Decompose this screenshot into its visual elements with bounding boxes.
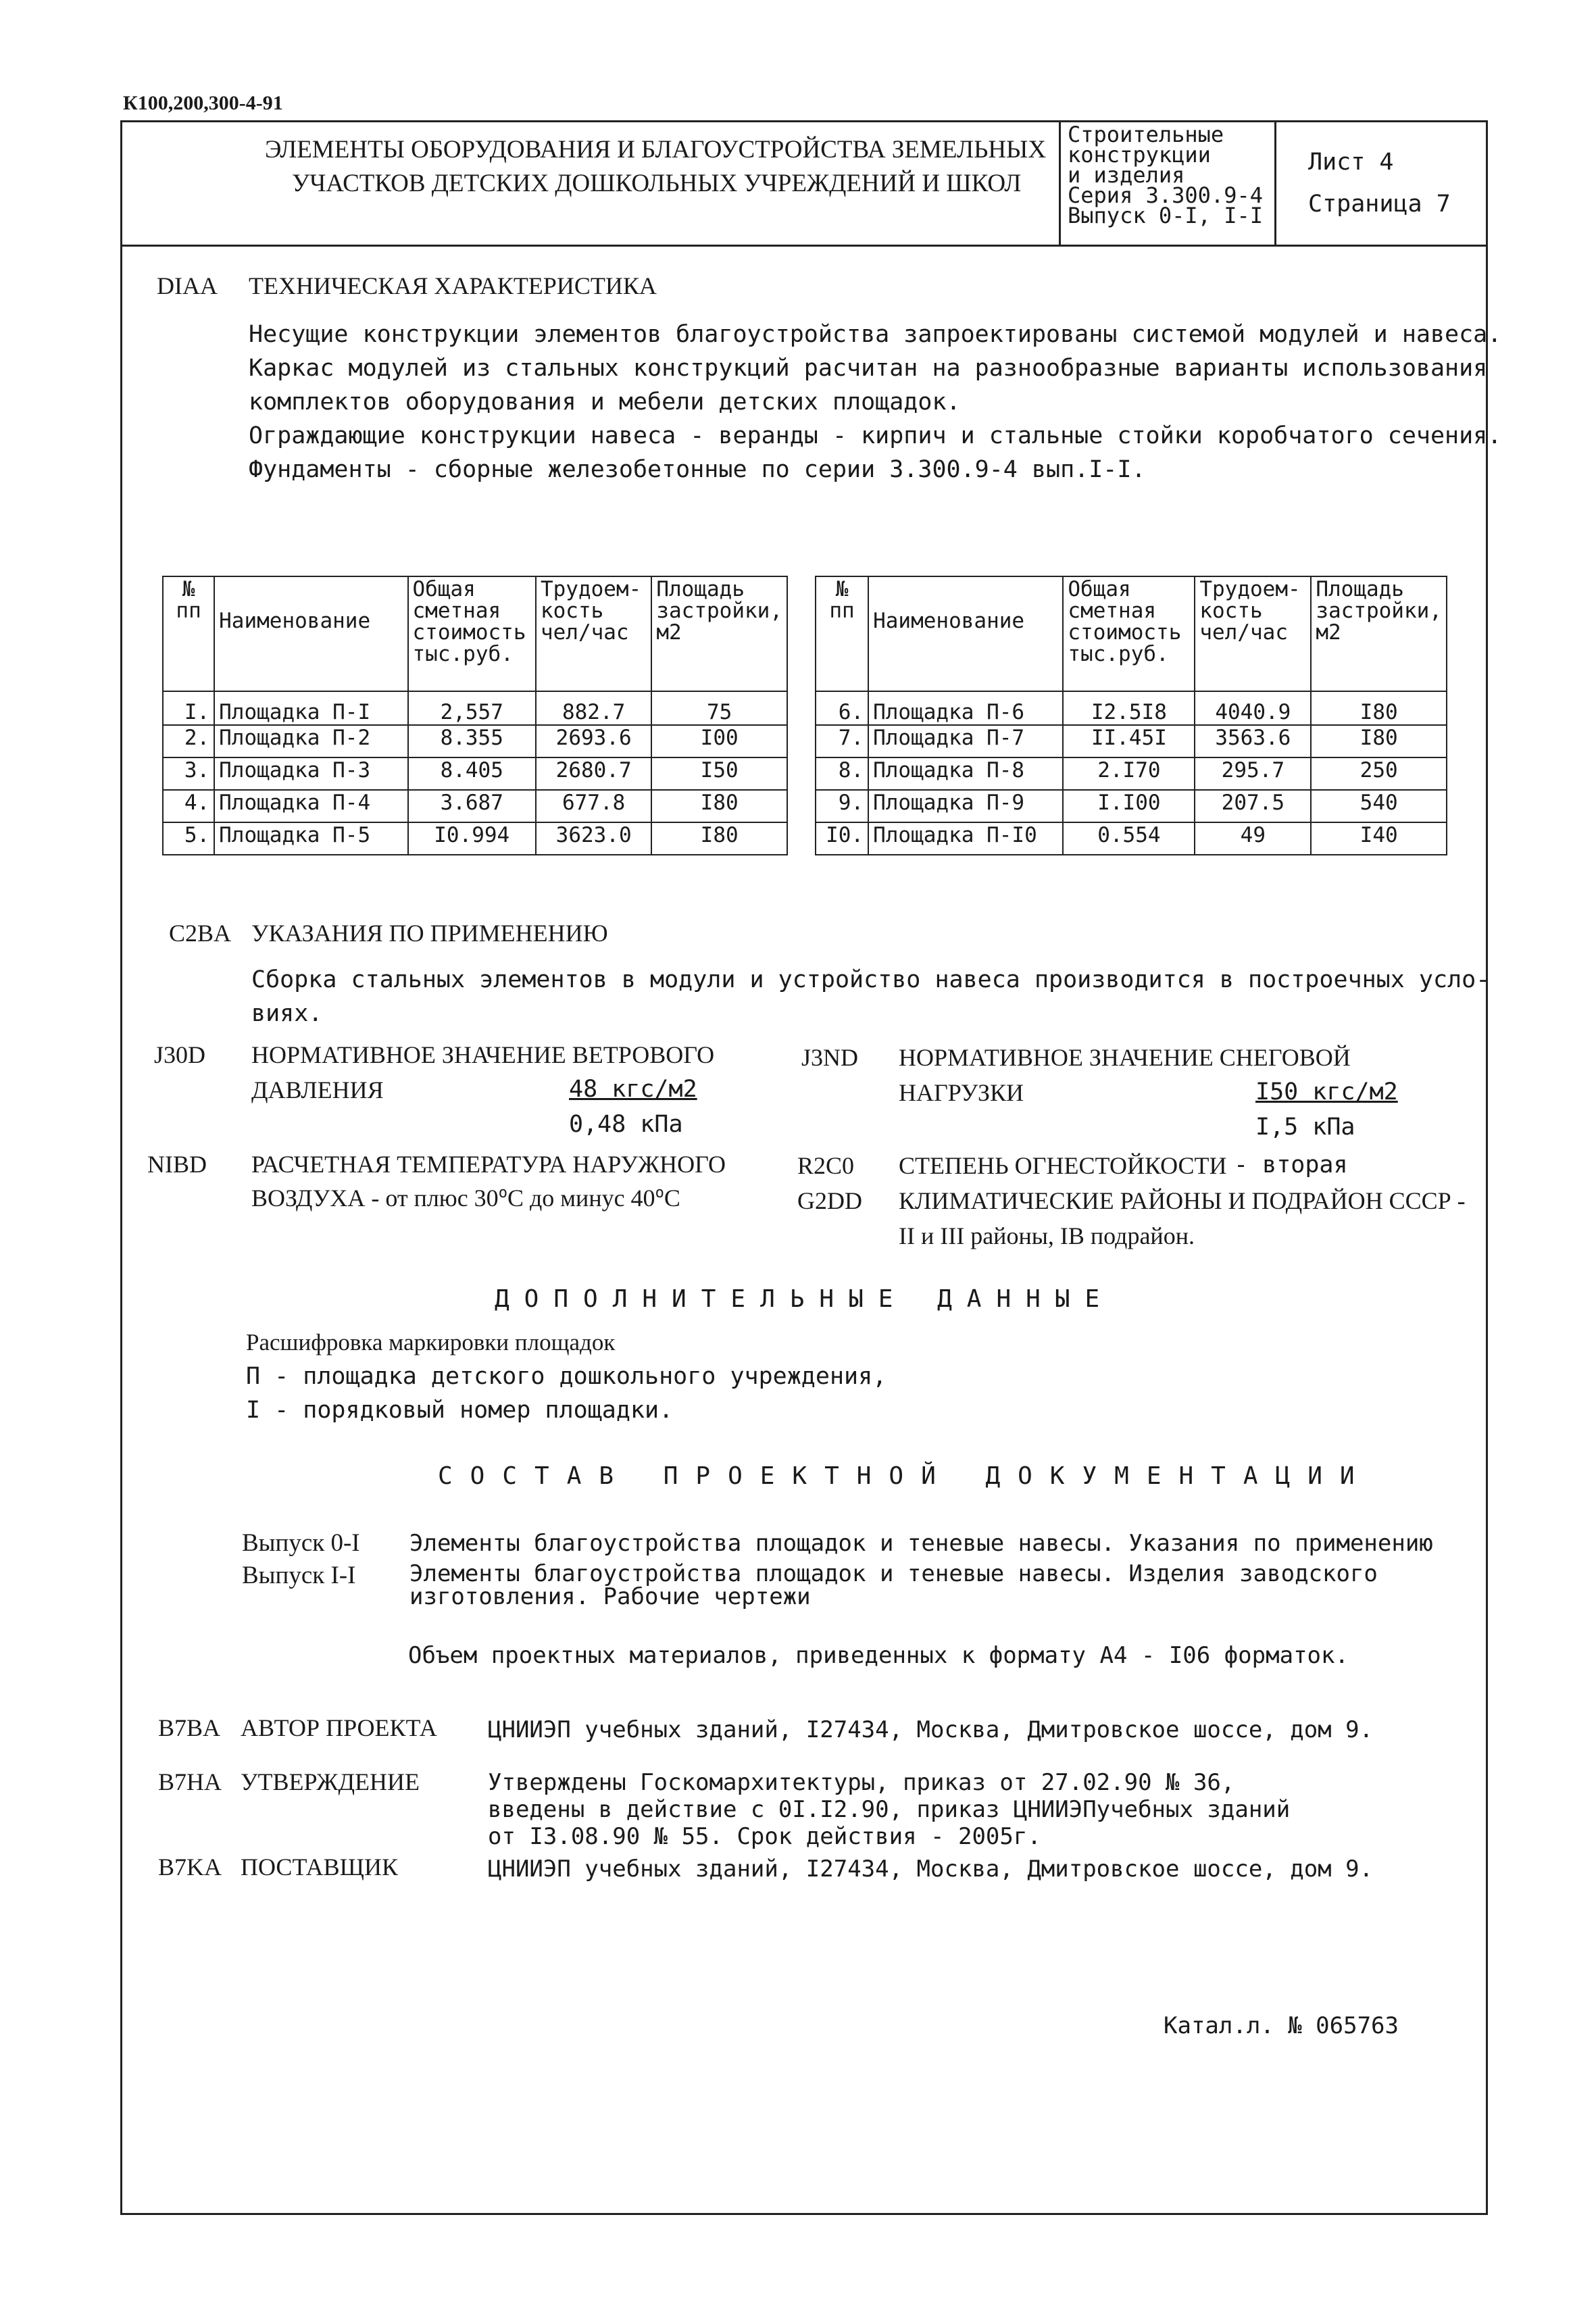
row-labor: 3563.6 xyxy=(1195,725,1311,757)
col-area-header: Площадь застройки, м2 xyxy=(1311,576,1447,691)
row-no: 6. xyxy=(816,691,868,725)
fire-code: R2C0 xyxy=(797,1152,855,1179)
catalog-number: Катал.л. № 065763 xyxy=(1164,2012,1399,2039)
table-header-row xyxy=(163,576,787,691)
header-separator-1 xyxy=(1059,120,1061,246)
usage-line-2: виях. xyxy=(251,1000,323,1027)
row-area: 250 xyxy=(1311,757,1447,790)
col-cost-header: Общая сметная стоимость тыс.руб. xyxy=(408,576,536,691)
row-name: Площадка П-I0 xyxy=(868,822,1063,855)
row-cost: I2.5I8 xyxy=(1063,691,1195,725)
usage-line-1: Сборка стальных элементов в модули и устройство навеса производится в построечных усло- xyxy=(251,966,1491,993)
issue-1-text: Элементы благоустройства площадок и теневые навесы. Указания по применению xyxy=(409,1530,1433,1557)
row-name: Площадка П-5 xyxy=(214,822,407,855)
table-row xyxy=(163,725,787,757)
row-area: 75 xyxy=(651,691,787,725)
degree-mark: о xyxy=(655,1185,664,1201)
row-area: I80 xyxy=(1311,725,1447,757)
row-name: Площадка П-I xyxy=(214,691,407,725)
wind-label-2: ДАВЛЕНИЯ xyxy=(251,1076,384,1103)
row-name: Площадка П-7 xyxy=(868,725,1063,757)
header-separator-2 xyxy=(1274,120,1276,246)
tech-code: DIAA xyxy=(157,272,218,299)
fire-value: - вторая xyxy=(1234,1151,1348,1178)
series-line-2: конструкции xyxy=(1068,142,1211,168)
wind-label-1: НОРМАТИВНОЕ ЗНАЧЕНИЕ ВЕТРОВОГО xyxy=(251,1041,715,1068)
table-row xyxy=(816,790,1447,822)
row-no: 4. xyxy=(163,790,214,822)
temp-text-c: С xyxy=(664,1185,680,1212)
temp-line-2 xyxy=(251,1184,680,1212)
issue-2-line-1: Элементы благоустройства площадок и теневые навесы. Изделия заводского xyxy=(409,1560,1378,1587)
row-area: I80 xyxy=(1311,691,1447,725)
series-line-1: Строительные xyxy=(1068,122,1224,147)
table-row xyxy=(163,790,787,822)
wind-value: 48 кгс/м2 xyxy=(569,1076,697,1103)
row-name: Площадка П-6 xyxy=(868,691,1063,725)
snow-value: I50 кгс/м2 xyxy=(1255,1078,1398,1105)
supplier-code: B7KA xyxy=(158,1853,222,1881)
row-cost: 8.355 xyxy=(408,725,536,757)
row-name: Площадка П-4 xyxy=(214,790,407,822)
climate-code: G2DD xyxy=(797,1187,862,1214)
row-name: Площадка П-2 xyxy=(214,725,407,757)
tech-line-1: Несущие конструкции элементов благоустройства запроектированы системой модулей и навеса. xyxy=(249,321,1502,348)
page-number: Страница 7 xyxy=(1308,191,1451,218)
tech-text xyxy=(249,318,1501,487)
issue-1-label: Выпуск 0-I xyxy=(242,1529,360,1557)
row-area: I80 xyxy=(651,790,787,822)
supplier-text: ЦНИИЭП учебных зданий, I27434, Москва, Дмитровское шоссе, дом 9. xyxy=(488,1856,1374,1883)
climate-line-1: КЛИМАТИЧЕСКИЕ РАЙОНЫ И ПОДРАЙОН СССР - xyxy=(899,1187,1466,1214)
usage-code: C2BA xyxy=(169,920,232,947)
row-no: I0. xyxy=(816,822,868,855)
snow-code: J3ND xyxy=(801,1044,859,1071)
row-no: 3. xyxy=(163,757,214,790)
series-info xyxy=(1068,124,1263,226)
author-label: АВТОР ПРОЕКТА xyxy=(241,1714,437,1741)
row-cost: II.45I xyxy=(1063,725,1195,757)
approval-line-3: от I3.08.90 № 55. Срок действия - 2005г. xyxy=(488,1823,1041,1850)
row-no: I. xyxy=(163,691,214,725)
row-cost: 3.687 xyxy=(408,790,536,822)
extra-heading: ДОПОЛНИТЕЛЬНЫЕ ДАННЫЕ xyxy=(495,1285,1115,1313)
col-name-header: Наименование xyxy=(868,576,1063,691)
row-no: 8. xyxy=(816,757,868,790)
approval-line-2: введены в действие с 0I.I2.90, приказ ЦНИИЭПучебных зданий xyxy=(488,1796,1291,1823)
row-cost: 2.I70 xyxy=(1063,757,1195,790)
temp-text-b: С до минус 40 xyxy=(507,1185,655,1212)
table-row xyxy=(163,757,787,790)
row-cost: 8.405 xyxy=(408,757,536,790)
tech-line-4: Ограждающие конструкции навеса - веранды - кирпич и стальные стойки коробчатого сечения. xyxy=(249,422,1502,449)
document-code: К100,200,300-4-91 xyxy=(123,92,283,114)
table-row xyxy=(816,757,1447,790)
row-no: 2. xyxy=(163,725,214,757)
tech-line-5: Фундаменты - сборные железобетонные по серии 3.300.9-4 вып.I-I. xyxy=(249,456,1146,483)
approval-code: B7HA xyxy=(158,1768,222,1795)
approval-label: УТВЕРЖДЕНИЕ xyxy=(241,1768,420,1795)
header-divider xyxy=(120,245,1488,247)
extra-text xyxy=(246,1326,887,1427)
wind-code: J30D xyxy=(154,1041,206,1068)
row-name: Площадка П-9 xyxy=(868,790,1063,822)
supplier-label: ПОСТАВЩИК xyxy=(241,1853,398,1881)
temp-text-a: ВОЗДУХА - от плюс 30 xyxy=(251,1185,499,1212)
extra-line-3: I - порядковый номер площадки. xyxy=(246,1397,674,1424)
col-no-header: № пп xyxy=(163,576,214,691)
header-title-line-1: ЭЛЕМЕНТЫ ОБОРУДОВАНИЯ И БЛАГОУСТРОЙСТВА ЗЕМЕЛЬНЫХ xyxy=(265,136,1047,164)
row-labor: 2693.6 xyxy=(536,725,651,757)
row-cost: 2,557 xyxy=(408,691,536,725)
issue-2-line-2: изготовления. Рабочие чертежи xyxy=(409,1583,811,1610)
author-text: ЦНИИЭП учебных зданий, I27434, Москва, Дмитровское шоссе, дом 9. xyxy=(488,1716,1374,1743)
col-name-header: Наименование xyxy=(214,576,407,691)
row-labor: 3623.0 xyxy=(536,822,651,855)
temp-code: NIBD xyxy=(147,1151,207,1178)
row-name: Площадка П-8 xyxy=(868,757,1063,790)
row-labor: 2680.7 xyxy=(536,757,651,790)
snow-value-kpa: I,5 кПа xyxy=(1255,1114,1355,1141)
col-no-header: № пп xyxy=(816,576,868,691)
table-row xyxy=(163,691,787,725)
row-labor: 295.7 xyxy=(1195,757,1311,790)
row-area: I00 xyxy=(651,725,787,757)
row-name: Площадка П-3 xyxy=(214,757,407,790)
sites-table-right xyxy=(815,576,1447,855)
tech-line-3: комплектов оборудования и мебели детских площадок. xyxy=(249,389,961,416)
author-code: B7BA xyxy=(158,1714,221,1741)
degree-mark: о xyxy=(498,1185,507,1201)
row-cost: I0.994 xyxy=(408,822,536,855)
issue-2-label: Выпуск I-I xyxy=(242,1562,356,1589)
series-line-3: и изделия xyxy=(1068,162,1185,188)
row-area: I80 xyxy=(651,822,787,855)
row-cost: I.I00 xyxy=(1063,790,1195,822)
volume-text: Объем проектных материалов, приведенных к формату А4 - I06 форматок. xyxy=(408,1642,1349,1669)
sheet-number: Лист 4 xyxy=(1308,149,1394,176)
wind-value-kpa: 0,48 кПа xyxy=(569,1111,683,1138)
row-area: 540 xyxy=(1311,790,1447,822)
col-labor-header: Трудоем-кость чел/час xyxy=(536,576,651,691)
table-row xyxy=(816,822,1447,855)
tech-heading: ТЕХНИЧЕСКАЯ ХАРАКТЕРИСТИКА xyxy=(249,272,657,299)
row-area: I50 xyxy=(651,757,787,790)
row-cost: 0.554 xyxy=(1063,822,1195,855)
header-title-line-2: УЧАСТКОВ ДЕТСКИХ ДОШКОЛЬНЫХ УЧРЕЖДЕНИЙ И ШКОЛ xyxy=(292,170,1022,197)
approval-line-1: Утверждены Госкомархитектуры, приказ от 27.02.90 № 36, xyxy=(488,1769,1235,1796)
snow-label-1: НОРМАТИВНОЕ ЗНАЧЕНИЕ СНЕГОВОЙ xyxy=(899,1044,1351,1071)
series-line-5: Выпуск 0-I, I-I xyxy=(1068,203,1263,228)
sites-table-left xyxy=(162,576,788,855)
row-no: 5. xyxy=(163,822,214,855)
row-labor: 677.8 xyxy=(536,790,651,822)
extra-line-2: П - площадка детского дошкольного учреждения, xyxy=(246,1363,887,1390)
tech-line-2: Каркас модулей из стальных конструкций расчитан на разнообразные варианты использования xyxy=(249,355,1488,382)
row-no: 9. xyxy=(816,790,868,822)
table-header-row xyxy=(816,576,1447,691)
col-cost-header: Общая сметная стоимость тыс.руб. xyxy=(1063,576,1195,691)
fire-label: СТЕПЕНЬ ОГНЕСТОЙКОСТИ xyxy=(899,1152,1227,1179)
issue-2-text xyxy=(409,1562,1378,1608)
snow-label-2: НАГРУЗКИ xyxy=(899,1079,1024,1106)
row-labor: 882.7 xyxy=(536,691,651,725)
approval-text xyxy=(488,1769,1290,1850)
row-labor: 4040.9 xyxy=(1195,691,1311,725)
row-no: 7. xyxy=(816,725,868,757)
row-labor: 49 xyxy=(1195,822,1311,855)
row-labor: 207.5 xyxy=(1195,790,1311,822)
climate-line-2: II и III районы, IВ подрайон. xyxy=(899,1222,1195,1249)
row-area: I40 xyxy=(1311,822,1447,855)
composition-heading: СОСТАВ ПРОЕКТНОЙ ДОКУМЕНТАЦИИ xyxy=(438,1462,1372,1490)
usage-heading: УКАЗАНИЯ ПО ПРИМЕНЕНИЮ xyxy=(251,920,608,947)
table-row xyxy=(163,822,787,855)
col-area-header: Площадь застройки, м2 xyxy=(651,576,787,691)
temp-line-1: РАСЧЕТНАЯ ТЕМПЕРАТУРА НАРУЖНОГО xyxy=(251,1151,726,1178)
table-row xyxy=(816,725,1447,757)
table-row xyxy=(816,691,1447,725)
col-labor-header: Трудоем-кость чел/час xyxy=(1195,576,1311,691)
usage-text xyxy=(251,963,1490,1030)
extra-line-1: Расшифровка маркировки площадок xyxy=(246,1329,616,1355)
series-line-4: Серия 3.300.9-4 xyxy=(1068,182,1263,208)
